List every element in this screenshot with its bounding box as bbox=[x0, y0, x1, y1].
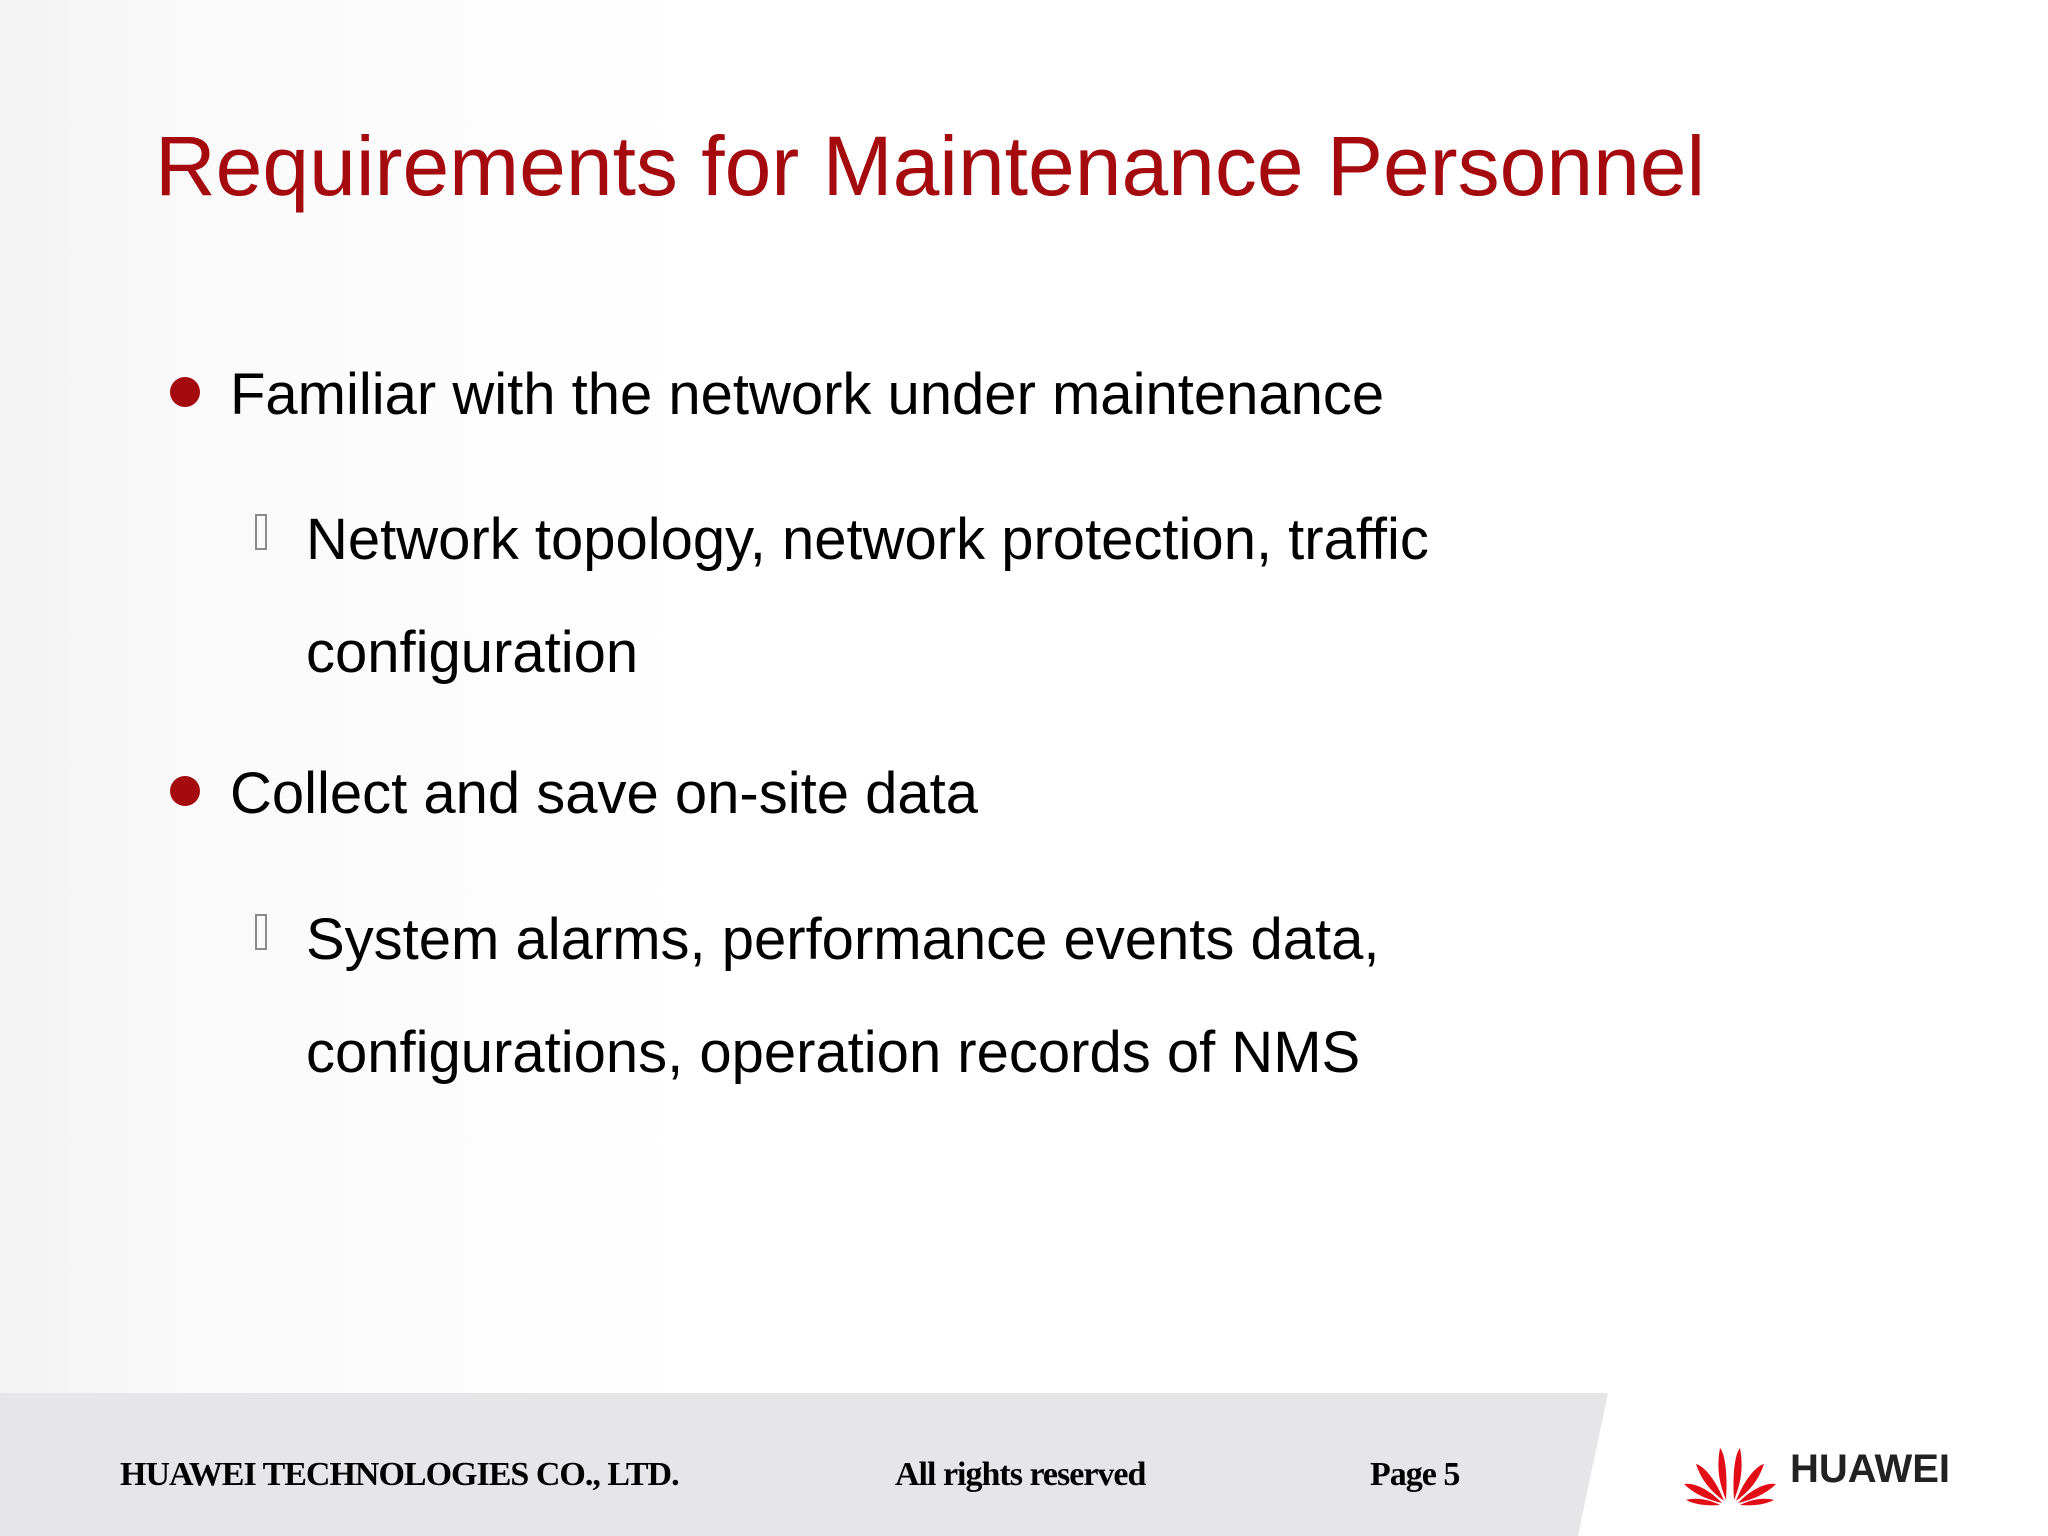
bullet-icon bbox=[170, 377, 200, 407]
huawei-logo bbox=[1680, 1430, 1980, 1510]
sub-bullet-text: System alarms, performance events data, configurations, operation records of NMS bbox=[306, 907, 1380, 1085]
footer-company: HUAWEI TECHNOLOGIES CO., LTD. bbox=[120, 1456, 679, 1493]
sub-bullet-icon bbox=[255, 514, 267, 550]
footer-page-number: Page 5 bbox=[1370, 1456, 1460, 1493]
sub-bullet-icon bbox=[255, 914, 267, 950]
bullet-icon bbox=[170, 776, 200, 806]
sub-bullet-text: Network topology, network protection, traffic configuration bbox=[306, 507, 1429, 685]
logo-wordmark: HUAWEI bbox=[1790, 1447, 1950, 1491]
bullet-text: Familiar with the network under maintenance bbox=[230, 362, 1385, 427]
huawei-petal-logo-icon bbox=[1680, 1430, 1780, 1510]
bullet-text: Collect and save on-site data bbox=[230, 761, 978, 826]
slide-title: Requirements for Maintenance Personnel bbox=[155, 119, 1706, 213]
footer-rights: All rights reserved bbox=[895, 1456, 1146, 1493]
